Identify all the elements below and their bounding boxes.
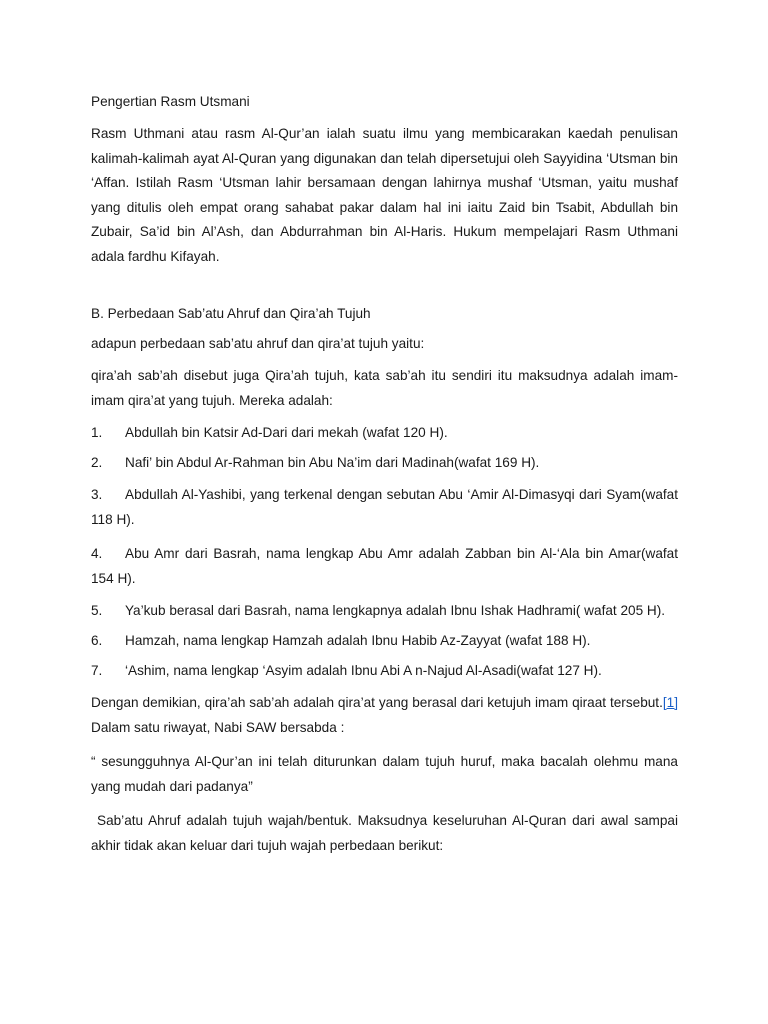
sabatu-ahruf-paragraph: Sab’atu Ahruf adalah tujuh wajah/bentuk. Maksudnya keseluruhan Al-Quran dari awal sampai akhir tidak akan keluar dari tujuh wajah perbedaan berikut: [91,813,678,853]
list-number: 2. [91,455,103,470]
hadith-quote: “ sesungguhnya Al-Qur’an ini telah diturunkan dalam tujuh huruf, maka bacalah olehmu mana yang mudah dari padanya” [91,754,678,794]
list-text: ‘Ashim, nama lengkap ‘Asyim adalah Ibnu Abi A n-Najud Al-Asadi(wafat 127 H). [125,663,602,678]
list-text: Abdullah Al-Yashibi, yang terkenal dengan sebutan Abu ‘Amir Al-Dimasyqi dari Syam(wafat 118 H). [91,487,678,527]
intro-paragraph: adapun perbedaan sab’atu ahruf dan qira’at tujuh yaitu: [91,336,425,351]
section-b-heading: B. Perbedaan Sab’atu Ahruf dan Qira’ah Tujuh [91,306,371,321]
rasm-uthmani-paragraph: Rasm Uthmani atau rasm Al-Qur’an ialah suatu ilmu yang membicarakan kaedah penulisan kalimah-kalimah ayat Al-Quran yang digunakan dan telah dipersetujui oleh Sayyidina ‘Utsman bin ‘Affan. Istilah Rasm ‘Utsman lahir bersamaan dengan lahirnya mushaf ‘Utsman, yaitu mushaf yang ditulis oleh empat orang sahabat pakar dalam hal ini iaitu Zaid bin Tsabit, Abdullah bin Zubair, Sa’id bin Al’Ash, dan Abdurrahman bin Al-Haris. Hukum mempelajari Rasm Uthmani adala fardhu Kifayah. [91,126,678,264]
list-number: 7. [91,663,103,678]
closing-paragraph [91,691,678,740]
footnote-link[interactable]: [1] [662,695,678,710]
list-item [91,453,678,473]
closing-text: Dengan demikian, qira’ah sab’ah adalah qira’at yang berasal dari ketujuh imam qiraat tersebut. [91,695,663,710]
list-number: 3. [91,487,103,502]
list-item [91,601,678,621]
list-number: 6. [91,633,103,648]
list-number: 4. [91,546,103,561]
closing-text-continued: Dalam satu riwayat, Nabi SAW bersabda : [91,719,345,735]
list-text: Hamzah, nama lengkap Hamzah adalah Ibnu Habib Az-Zayyat (wafat 188 H). [125,633,591,648]
list-number: 5. [91,603,103,618]
list-item [91,542,678,591]
list-number: 1. [91,425,103,440]
list-item [91,661,678,681]
imam-list [91,423,678,681]
list-text: Nafi’ bin Abdul Ar-Rahman bin Abu Na’im dari Madinah(wafat 169 H). [125,455,540,470]
list-item [91,631,678,651]
list-text: Abdullah bin Katsir Ad-Dari dari mekah (wafat 120 H). [125,425,448,440]
qiraah-paragraph: qira’ah sab’ah disebut juga Qira’ah tujuh, kata sab’ah itu sendiri itu maksudnya adalah imam-imam qira’at yang tujuh. Mereka adalah: [91,368,678,408]
list-text: Abu Amr dari Basrah, nama lengkap Abu Amr adalah Zabban bin Al-‘Ala bin Amar(wafat 154 H). [91,546,678,586]
list-text: Ya’kub berasal dari Basrah, nama lengkapnya adalah Ibnu Ishak Hadhrami( wafat 205 H). [125,603,666,618]
list-item [91,483,678,532]
list-item [91,423,678,443]
section-title: Pengertian Rasm Utsmani [91,94,250,109]
